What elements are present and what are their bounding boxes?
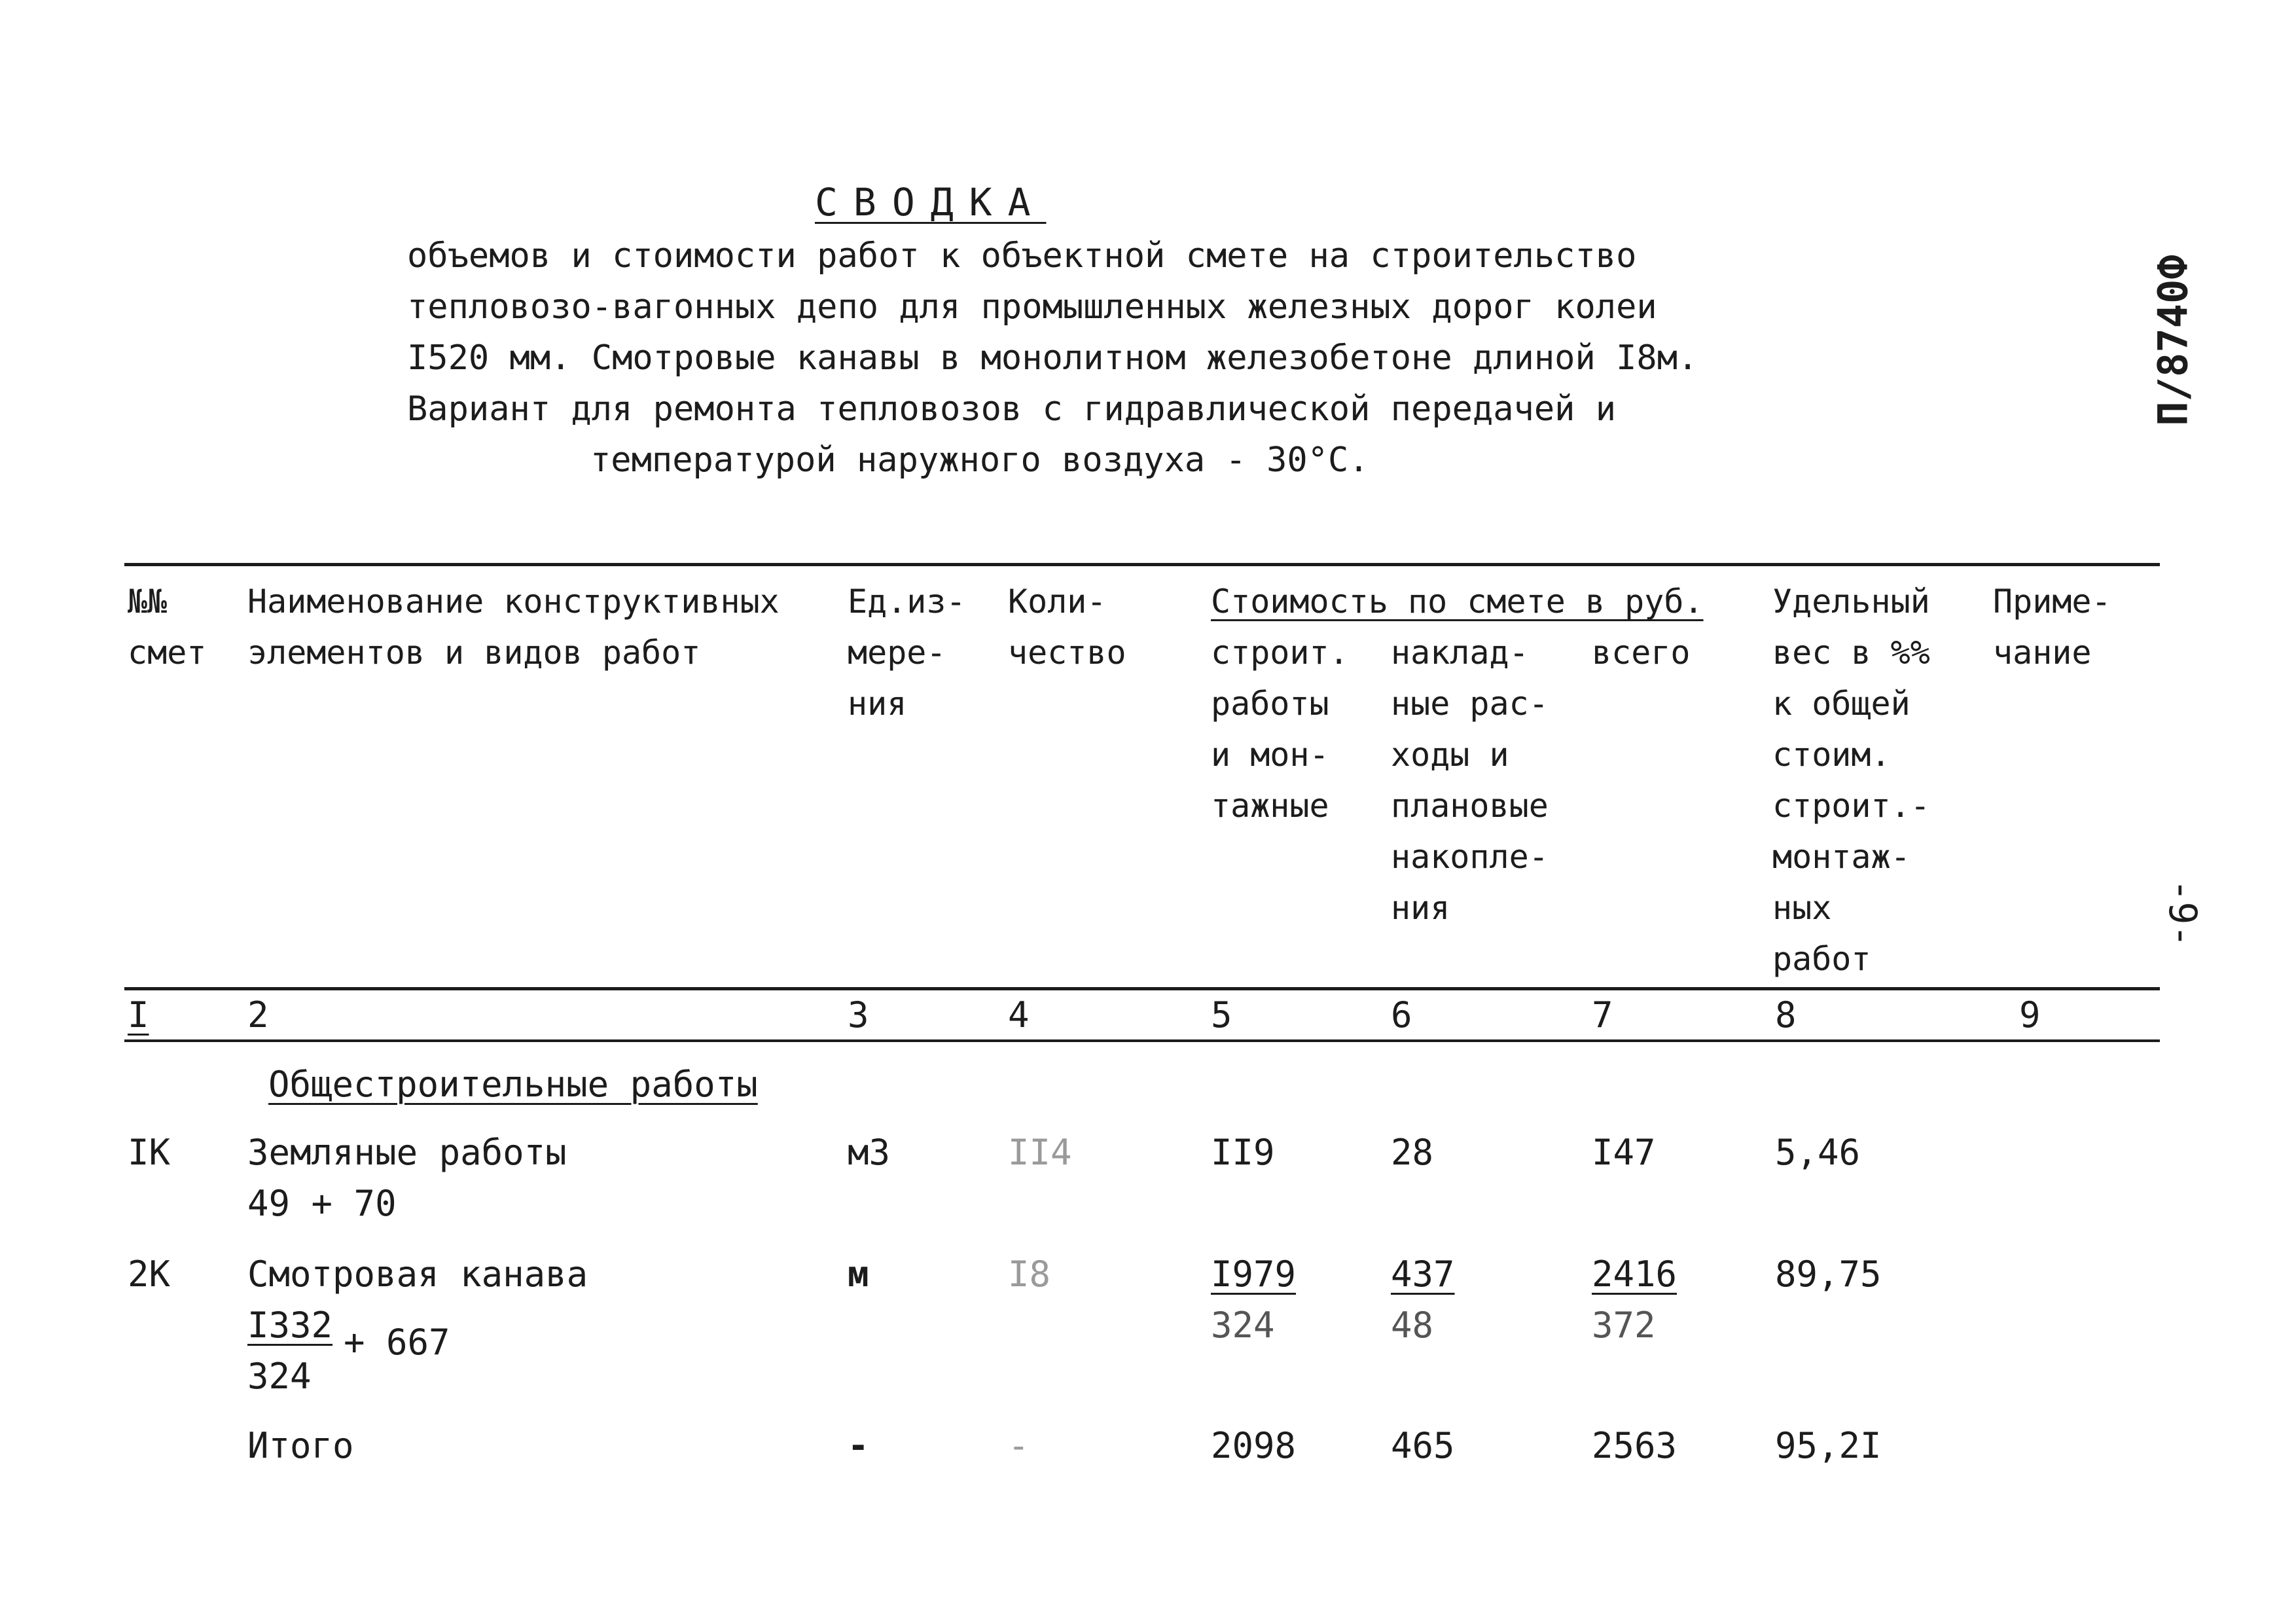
row2-share: 89,75: [1775, 1254, 1882, 1295]
row2-formula-denominator: 324: [247, 1356, 312, 1397]
row2-construct: I979: [1211, 1254, 1297, 1295]
colnum-7: 7: [1592, 994, 1613, 1036]
row2-name: Смотровая канава: [247, 1254, 588, 1295]
row1-construct: II9: [1211, 1132, 1275, 1173]
subtitle-line-5: температурой наружного воздуха - 30°С.: [590, 441, 1369, 480]
header-qty: Коли- чество: [1008, 583, 1126, 672]
row1-overhead: 28: [1391, 1132, 1434, 1173]
row1-share: 5,46: [1775, 1132, 1861, 1173]
column-number-rule: [124, 1039, 2160, 1042]
total-overhead: 465: [1391, 1425, 1455, 1466]
row2-overhead: 437: [1391, 1254, 1455, 1295]
row2-num: 2К: [128, 1254, 171, 1295]
section-title: Общестроительные работы: [268, 1064, 758, 1105]
header-name: Наименование конструктивных элементов и видов работ: [247, 583, 780, 672]
total-construct: 2098: [1211, 1425, 1297, 1466]
header-total: всего: [1592, 634, 1691, 672]
colnum-2: 2: [247, 994, 269, 1036]
row1-unit: м3: [848, 1132, 891, 1173]
total-qty: -: [1008, 1425, 1030, 1466]
colnum-8: 8: [1775, 994, 1797, 1036]
row2-total: 2416: [1592, 1254, 1677, 1295]
total-total: 2563: [1592, 1425, 1677, 1466]
total-unit: -: [848, 1425, 869, 1466]
row2-unit: м: [848, 1254, 869, 1295]
row1-total: I47: [1592, 1132, 1656, 1173]
colnum-6: 6: [1391, 994, 1412, 1036]
header-share: Удельный вес в %% к общей стоим. строит.- монтаж- ных работ: [1772, 583, 1930, 978]
subtitle-line-4: Вариант для ремонта тепловозов с гидравлической передачей и: [407, 389, 1617, 429]
header-cost-group: Стоимость по смете в руб.: [1211, 583, 1704, 621]
row2-qty: I8: [1008, 1254, 1051, 1295]
header-note: Приме- чание: [1993, 583, 2111, 672]
document-code-stamp: П/8740Ф: [2149, 255, 2197, 426]
header-num: №№ смет: [128, 583, 207, 672]
subtitle-line-2: тепловозо-вагонных депо для промышленных железных дорог колеи: [407, 287, 1657, 327]
page-number: -9-: [2161, 878, 2205, 948]
colnum-1: I: [128, 994, 149, 1036]
row2-overhead-sub: 48: [1391, 1305, 1434, 1346]
colnum-4: 4: [1008, 994, 1030, 1036]
total-share: 95,2I: [1775, 1425, 1882, 1466]
row1-qty: II4: [1008, 1132, 1072, 1173]
row2-total-sub: 372: [1592, 1305, 1656, 1346]
document-title: СВОДКА: [815, 180, 1047, 225]
colnum-3: 3: [848, 994, 869, 1036]
row1-name: Земляные работы: [247, 1132, 567, 1173]
subtitle-line-3: I520 мм. Смотровые канавы в монолитном железобетоне длиной I8м.: [407, 338, 1698, 378]
colnum-9: 9: [2019, 994, 2041, 1036]
row2-construct-sub: 324: [1211, 1305, 1275, 1346]
header-construct: строит. работы и мон- тажные: [1211, 634, 1349, 825]
header-unit: Ед.из- мере- ния: [848, 583, 966, 723]
row1-formula: 49 + 70: [247, 1183, 397, 1224]
total-label: Итого: [247, 1425, 354, 1466]
header-bottom-rule: [124, 987, 2160, 990]
colnum-5: 5: [1211, 994, 1232, 1036]
row2-formula-numerator: I332: [247, 1305, 333, 1346]
header-overhead: наклад- ные рас- ходы и плановые накопле- ния: [1391, 634, 1549, 927]
row2-formula-rest: + 667: [344, 1322, 450, 1363]
subtitle-line-1: объемов и стоимости работ к объектной смете на строительство: [407, 236, 1637, 276]
row1-num: IК: [128, 1132, 171, 1173]
table-top-rule: [124, 563, 2160, 566]
